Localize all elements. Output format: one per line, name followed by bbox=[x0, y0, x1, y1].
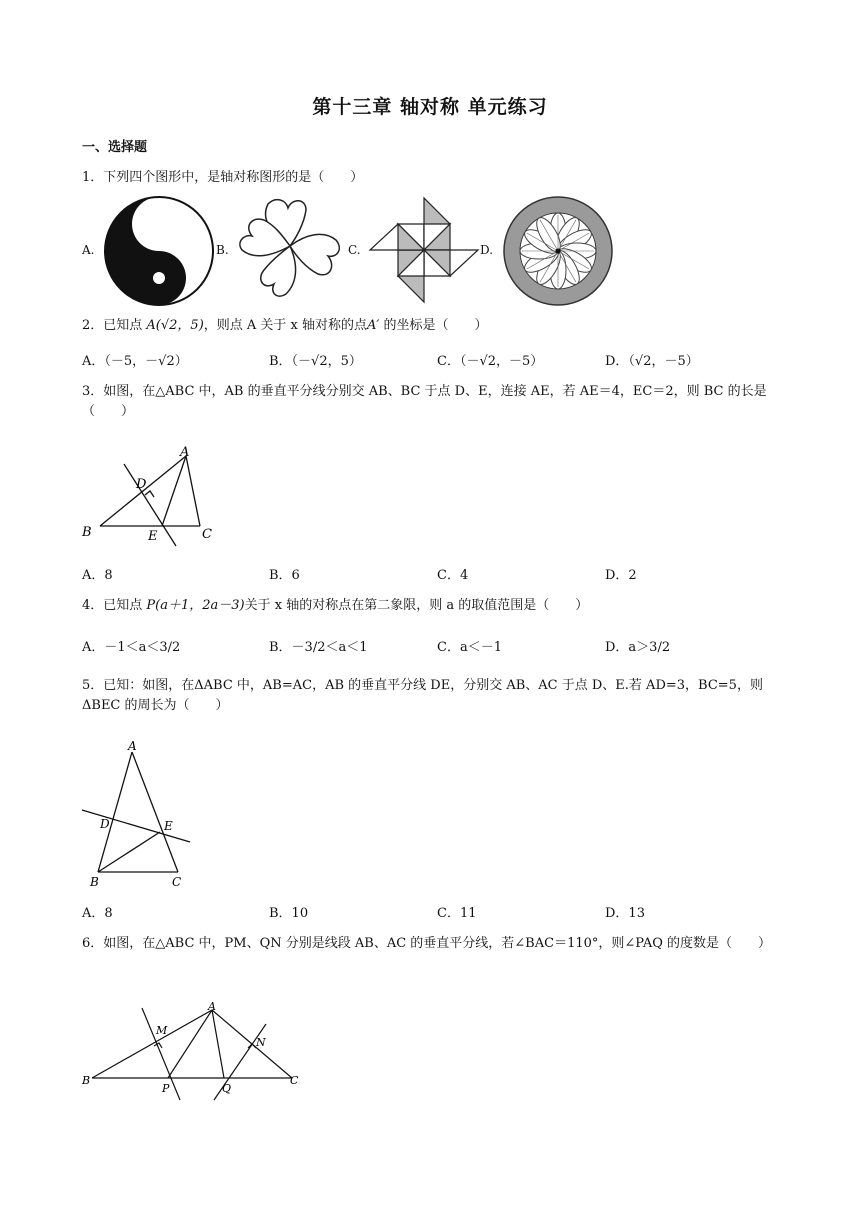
q6-label-p: P bbox=[162, 1082, 170, 1095]
q4-options bbox=[82, 636, 782, 658]
q2-point-a-prime: A′ bbox=[367, 318, 380, 333]
q3-option-a[interactable]: A．8 bbox=[82, 568, 113, 583]
q1-option-d-label: D. bbox=[480, 243, 494, 257]
triangle-pinwheel-figure bbox=[366, 195, 482, 305]
q4-option-c[interactable]: C．a＜－1 bbox=[437, 640, 502, 655]
q5-label-d: D bbox=[100, 817, 110, 831]
q5-label-c: C bbox=[172, 875, 182, 889]
q5-triangle-figure bbox=[80, 738, 196, 890]
q2-option-d[interactable]: D．（√2，－5） bbox=[605, 354, 699, 369]
q6-label-c: C bbox=[290, 1074, 299, 1087]
q2-options bbox=[82, 350, 782, 372]
page-title: 第十三章 轴对称 单元练习 bbox=[312, 96, 548, 118]
q1-option-c-label: C. bbox=[348, 243, 361, 257]
q2-stem-mid: ，则点 A 关于 x 轴对称的点 bbox=[203, 318, 368, 333]
q5-options bbox=[82, 902, 782, 924]
q3-label-c: C bbox=[202, 527, 212, 542]
q3-triangle-figure bbox=[80, 442, 220, 550]
q4-option-b[interactable]: B．－3/2＜a＜1 bbox=[269, 640, 368, 655]
question-6-stem: 6．如图，在△ABC 中，PM、QN 分别是线段 AB、AC 的垂直平分线，若∠BAC＝110°，则∠PAQ 的度数是（ ） bbox=[82, 936, 772, 951]
q4-option-d[interactable]: D．a＞3/2 bbox=[605, 640, 671, 655]
q3-label-d: D bbox=[136, 477, 147, 492]
question-1-stem: 1．下列四个图形中，是轴对称图形的是（ ） bbox=[82, 170, 364, 185]
q2-stem-pre: 2．已知点 bbox=[82, 318, 147, 333]
q6-triangle-figure bbox=[80, 998, 304, 1102]
q3-option-d[interactable]: D．2 bbox=[605, 568, 637, 583]
q4-option-a[interactable]: A．－1＜a＜3/2 bbox=[82, 640, 181, 655]
question-5-stem: 5．已知：如图，在ΔABC 中，AB=AC，AB 的垂直平分线 DE，分别交 AB、AC 于点 D、E.若 AD=3，BC=5，则ΔBEC 的周长为（ ） bbox=[82, 678, 763, 713]
q3-option-c[interactable]: C．4 bbox=[437, 568, 469, 583]
q4-stem-pre: 4．已知点 bbox=[82, 598, 147, 613]
question-3-stem: 3．如图，在△ABC 中，AB 的垂直平分线分别交 AB、BC 于点 D、E，连接 AE，若 AE＝4，EC＝2，则 BC 的长是（ ） bbox=[82, 384, 767, 419]
q2-point-a: A(√2，5) bbox=[146, 318, 204, 333]
q2-option-a[interactable]: A．（－5，－√2） bbox=[82, 354, 188, 369]
q5-option-b[interactable]: B．10 bbox=[269, 906, 309, 921]
q2-stem-post: 的坐标是（ ） bbox=[379, 318, 488, 333]
yin-yang-figure bbox=[103, 195, 215, 307]
q3-options bbox=[82, 564, 782, 586]
section-heading: 一、选择题 bbox=[82, 140, 148, 155]
q4-stem-post: 关于 x 轴的对称点在第二象限，则 a 的取值范围是（ ） bbox=[244, 598, 589, 613]
q5-label-e: E bbox=[164, 819, 173, 833]
q6-label-n: N bbox=[256, 1036, 266, 1049]
q6-label-a: A bbox=[208, 1000, 216, 1013]
q3-label-a: A bbox=[180, 445, 190, 460]
q4-point-p: P(a＋1，2a－3) bbox=[146, 598, 245, 613]
q6-label-m: M bbox=[156, 1024, 168, 1037]
q5-option-c[interactable]: C．11 bbox=[437, 906, 477, 921]
q1-option-a-label: A. bbox=[82, 243, 95, 257]
q6-label-b: B bbox=[82, 1074, 91, 1087]
q3-option-b[interactable]: B．6 bbox=[269, 568, 300, 583]
question-2-stem bbox=[82, 316, 782, 336]
q5-option-a[interactable]: A．8 bbox=[82, 906, 113, 921]
flower-disc-figure bbox=[502, 195, 614, 307]
q5-label-b: B bbox=[90, 875, 99, 889]
petal-pinwheel-figure bbox=[232, 194, 352, 306]
q3-label-e: E bbox=[148, 529, 158, 544]
q5-option-d[interactable]: D．13 bbox=[605, 906, 645, 921]
q3-label-b: B bbox=[82, 525, 92, 540]
q6-label-q: Q bbox=[222, 1082, 232, 1095]
question-4-stem bbox=[82, 596, 782, 616]
q2-option-b[interactable]: B．（－√2，5） bbox=[269, 354, 362, 369]
q5-label-a: A bbox=[128, 739, 137, 753]
q1-option-b-label: B. bbox=[216, 243, 229, 257]
q2-option-c[interactable]: C．（－√2，－5） bbox=[437, 354, 544, 369]
